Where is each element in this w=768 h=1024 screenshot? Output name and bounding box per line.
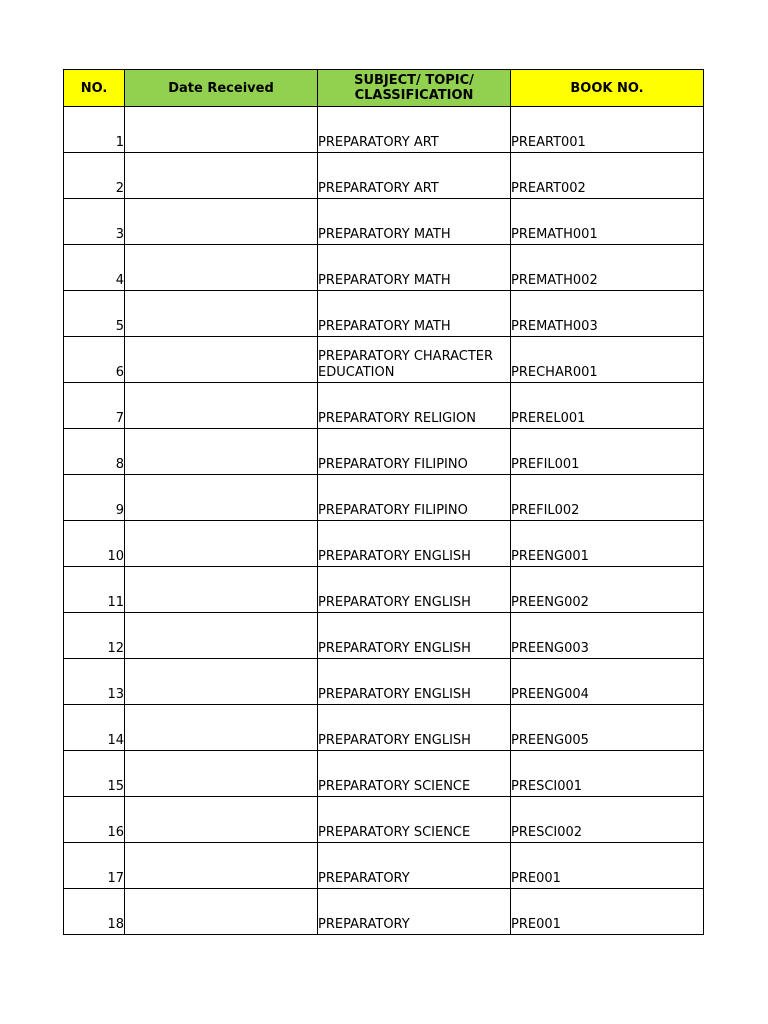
- table-row: [64, 383, 704, 429]
- cell-book-no[interactable]: PREART001: [511, 107, 704, 153]
- cell-book-no[interactable]: PREART002: [511, 153, 704, 199]
- cell-book-no[interactable]: PRE001: [511, 889, 704, 935]
- cell-no[interactable]: 16: [64, 797, 125, 843]
- cell-date-received[interactable]: [125, 337, 318, 383]
- cell-date-received[interactable]: [125, 291, 318, 337]
- cell-subject[interactable]: PREPARATORY ART: [318, 107, 511, 153]
- cell-subject[interactable]: PREPARATORY RELIGION: [318, 383, 511, 429]
- table-row: [64, 567, 704, 613]
- cell-subject[interactable]: PREPARATORY MATH: [318, 291, 511, 337]
- cell-subject[interactable]: PREPARATORY ENGLISH: [318, 659, 511, 705]
- cell-no[interactable]: 9: [64, 475, 125, 521]
- table-header: [64, 70, 704, 107]
- cell-no[interactable]: 12: [64, 613, 125, 659]
- cell-no[interactable]: 6: [64, 337, 125, 383]
- cell-no[interactable]: 1: [64, 107, 125, 153]
- cell-subject[interactable]: PREPARATORY CHARACTER EDUCATION: [318, 337, 511, 383]
- cell-no[interactable]: 17: [64, 843, 125, 889]
- header-subject-line1: SUBJECT/ TOPIC/: [354, 73, 474, 88]
- cell-book-no[interactable]: PREENG005: [511, 705, 704, 751]
- cell-no[interactable]: 13: [64, 659, 125, 705]
- cell-book-no[interactable]: PREENG004: [511, 659, 704, 705]
- cell-no[interactable]: 3: [64, 199, 125, 245]
- table-row: [64, 797, 704, 843]
- table-row: [64, 153, 704, 199]
- table-row: [64, 291, 704, 337]
- cell-no[interactable]: 5: [64, 291, 125, 337]
- cell-book-no[interactable]: PREFIL002: [511, 475, 704, 521]
- cell-subject[interactable]: PREPARATORY ART: [318, 153, 511, 199]
- cell-date-received[interactable]: [125, 843, 318, 889]
- cell-book-no[interactable]: PRE001: [511, 843, 704, 889]
- cell-subject[interactable]: PREPARATORY SCIENCE: [318, 797, 511, 843]
- cell-date-received[interactable]: [125, 705, 318, 751]
- cell-date-received[interactable]: [125, 521, 318, 567]
- table-row: [64, 107, 704, 153]
- header-no: NO.: [64, 70, 125, 107]
- cell-date-received[interactable]: [125, 153, 318, 199]
- cell-date-received[interactable]: [125, 567, 318, 613]
- cell-book-no[interactable]: PREENG001: [511, 521, 704, 567]
- cell-date-received[interactable]: [125, 199, 318, 245]
- cell-subject[interactable]: PREPARATORY MATH: [318, 245, 511, 291]
- cell-book-no[interactable]: PRESCI001: [511, 751, 704, 797]
- cell-subject[interactable]: PREPARATORY SCIENCE: [318, 751, 511, 797]
- cell-no[interactable]: 18: [64, 889, 125, 935]
- table-row: [64, 475, 704, 521]
- cell-subject[interactable]: PREPARATORY: [318, 889, 511, 935]
- cell-date-received[interactable]: [125, 659, 318, 705]
- cell-book-no[interactable]: PREENG002: [511, 567, 704, 613]
- book-inventory-table: [63, 69, 704, 935]
- header-subject-line2: CLASSIFICATION: [354, 88, 474, 103]
- cell-date-received[interactable]: [125, 889, 318, 935]
- cell-book-no[interactable]: PREREL001: [511, 383, 704, 429]
- cell-no[interactable]: 7: [64, 383, 125, 429]
- header-subject: [318, 70, 511, 107]
- cell-no[interactable]: 11: [64, 567, 125, 613]
- cell-date-received[interactable]: [125, 475, 318, 521]
- cell-subject[interactable]: PREPARATORY: [318, 843, 511, 889]
- cell-no[interactable]: 14: [64, 705, 125, 751]
- cell-no[interactable]: 10: [64, 521, 125, 567]
- table-row: [64, 843, 704, 889]
- table-body: [64, 107, 704, 935]
- cell-subject[interactable]: PREPARATORY MATH: [318, 199, 511, 245]
- table-row: [64, 705, 704, 751]
- cell-no[interactable]: 2: [64, 153, 125, 199]
- table-row: [64, 751, 704, 797]
- cell-date-received[interactable]: [125, 429, 318, 475]
- cell-subject[interactable]: PREPARATORY ENGLISH: [318, 521, 511, 567]
- cell-subject[interactable]: PREPARATORY ENGLISH: [318, 613, 511, 659]
- cell-date-received[interactable]: [125, 245, 318, 291]
- header-date-received: Date Received: [125, 70, 318, 107]
- cell-book-no[interactable]: PREMATH002: [511, 245, 704, 291]
- header-book-no: BOOK NO.: [511, 70, 704, 107]
- table-row: [64, 199, 704, 245]
- cell-date-received[interactable]: [125, 751, 318, 797]
- cell-no[interactable]: 15: [64, 751, 125, 797]
- cell-date-received[interactable]: [125, 797, 318, 843]
- cell-date-received[interactable]: [125, 107, 318, 153]
- table-row: [64, 521, 704, 567]
- table-row: [64, 659, 704, 705]
- table-row: [64, 613, 704, 659]
- table-row: [64, 429, 704, 475]
- cell-subject[interactable]: PREPARATORY FILIPINO: [318, 475, 511, 521]
- cell-subject[interactable]: PREPARATORY FILIPINO: [318, 429, 511, 475]
- cell-book-no[interactable]: PRECHAR001: [511, 337, 704, 383]
- cell-subject[interactable]: PREPARATORY ENGLISH: [318, 705, 511, 751]
- cell-date-received[interactable]: [125, 613, 318, 659]
- table-row: [64, 337, 704, 383]
- header-row: [64, 70, 704, 107]
- cell-book-no[interactable]: PREMATH003: [511, 291, 704, 337]
- cell-book-no[interactable]: PREENG003: [511, 613, 704, 659]
- table-row: [64, 889, 704, 935]
- cell-book-no[interactable]: PREMATH001: [511, 199, 704, 245]
- cell-subject[interactable]: PREPARATORY ENGLISH: [318, 567, 511, 613]
- cell-date-received[interactable]: [125, 383, 318, 429]
- cell-book-no[interactable]: PREFIL001: [511, 429, 704, 475]
- cell-no[interactable]: 4: [64, 245, 125, 291]
- cell-book-no[interactable]: PRESCI002: [511, 797, 704, 843]
- cell-no[interactable]: 8: [64, 429, 125, 475]
- table-row: [64, 245, 704, 291]
